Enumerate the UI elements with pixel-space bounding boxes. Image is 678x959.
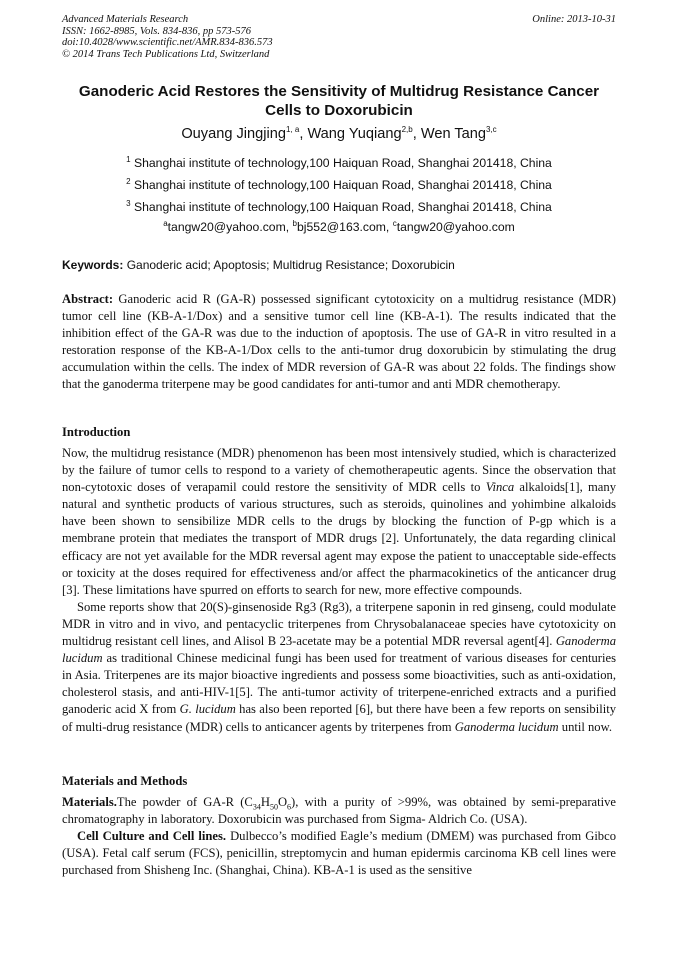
affiliation-1: [50, 156, 628, 170]
introduction-heading: Introduction: [62, 425, 131, 439]
materials-label: Materials.: [62, 795, 117, 809]
italic-term: Ganoderma lucidum: [62, 634, 616, 666]
introduction-paragraph-1: [62, 445, 616, 599]
email-marker: a: [163, 218, 168, 228]
email-marker: b: [292, 218, 297, 228]
introduction-body: [62, 445, 616, 736]
affiliation-text: Shanghai institute of technology,100 Haiquan Road, Shanghai 201418, China: [133, 178, 552, 192]
paper-title: [50, 82, 628, 120]
italic-term: Vinca: [485, 480, 515, 495]
affiliation-number: 3: [126, 198, 131, 208]
subscript: 34: [252, 802, 261, 812]
author-list: [50, 125, 628, 143]
text-run: O: [277, 795, 288, 809]
text-run: H: [260, 795, 270, 809]
journal-name: Advanced Materials Research: [62, 14, 189, 25]
affiliation-number: 1: [126, 154, 131, 164]
keywords-label: Keywords:: [62, 258, 124, 272]
abstract: [62, 291, 616, 394]
text-run: alkaloids[1], many natural and synthetic products of various structures, such as steroids, quinolines and yohimbine alkaloids have been shown to sensibilize MDR cells to the drugs by blocking the function of P-gp which is a membrane protein that mediates the transport of MDR drugs [2]. Unfortunately, the data regarding clinical efficacy are not yet available for the MDR reversal agent may expose the patient to unacceptable side-effects or toxicity at the doses required for effectiveness and/or affect the pharmacokinetics of the anticancer drug [3]. These limitations have spurred on efforts to search for new, more effective compounds.: [62, 480, 616, 597]
keywords-text: Ganoderic acid; Apoptosis; Multidrug Resistance; Doxorubicin: [123, 258, 455, 272]
affiliation-number: 2: [126, 176, 131, 186]
copyright-line: © 2014 Trans Tech Publications Ltd, Switzerland: [62, 48, 270, 60]
email-c: tangw20@yahoo.com: [396, 220, 515, 234]
affiliation-text: Shanghai institute of technology,100 Haiquan Road, Shanghai 201418, China: [133, 156, 552, 170]
text-run: as traditional Chinese medicinal fungi has been used for treatment of various diseases for centuries in Asia. Triterpenes are its major bioactive ingredients and possess some bioactivities, such as anti-oxidation, cholesterol stasis, and anti-HIV-1[5]. The anti-tumor activity of triterpene-enriched extracts and a purified ganoderic acid X from: [62, 651, 616, 717]
methods-heading: Materials and Methods: [62, 774, 188, 788]
journal-header: [62, 14, 273, 60]
author-2: Wang Yuqiang: [307, 126, 402, 142]
text-run: Now, the multidrug resistance (MDR) phenomenon has been most intensively studied, which is characterized by the failure of tumor cells to respond to a variety of chemotherapeutic agents. Since the observation that non-cytotoxic doses of verapamil could restore the sensitivity of MDR cells to: [62, 446, 616, 495]
online-date: Online: 2013-10-31: [532, 14, 616, 25]
author-emails: [50, 220, 628, 234]
author-2-affil: 2,b: [401, 125, 413, 135]
text-run: Dulbecco’s modified Eagle’s medium (DMEM) was purchased from Gibco (USA). Fetal calf serum (FCS), penicillin, streptomycin and human epidermis carcinoma KB cell lines were purchased from Shisheng Inc. (Shanghai, China). KB-A-1 is used as the sensitive: [62, 829, 616, 878]
author-separator: ,: [412, 126, 421, 142]
cell-culture-paragraph: [62, 828, 616, 879]
author-1-affil: 1, a: [286, 125, 300, 135]
text-run: ), with a purity of >99%, was obtained by semi-preparative chromatography in laboratory. Doxorubicin was purchased from Sigma- Aldrich Co. (USA).: [62, 795, 616, 827]
text-run: has also been reported [6], but there have been a few reports on sensibility of multi-drug resistance (MDR) cells to anticancer agents by triterpenes from: [62, 702, 616, 734]
text-run: until now.: [558, 719, 613, 734]
text-run: The powder of GA-R (C: [116, 795, 253, 809]
text-run: Some reports show that 20(S)-ginsenoside Rg3 (Rg3), a triterpene saponin in red ginseng, could modulate MDR in vitro and in vivo, and pentacyclic triterpenes from Chrysobalanaceae species have cytotoxicity on multidrug resistant cell lines, and Alisol B 23-acetate may be a potential MDR reversal agent[4].: [62, 599, 616, 649]
abstract-label: Abstract:: [62, 292, 114, 306]
author-separator: ,: [299, 126, 308, 142]
italic-term: Ganoderma lucidum: [454, 719, 559, 734]
author-1: Ouyang Jingjing: [181, 126, 286, 142]
italic-term: G. lucidum: [179, 702, 236, 717]
materials-paragraph: [62, 794, 616, 828]
title-line-2: Cells to Doxorubicin: [265, 102, 413, 119]
author-3: Wen Tang: [420, 126, 486, 142]
keywords: [62, 258, 616, 272]
subscript: 6: [287, 802, 292, 812]
email-a: tangw20@yahoo.com,: [167, 220, 293, 234]
author-3-affil: 3,c: [486, 125, 497, 135]
title-line-1: Ganoderic Acid Restores the Sensitivity of Multidrug Resistance Cancer: [78, 83, 600, 100]
subscript: 50: [269, 802, 278, 812]
abstract-paragraph: [62, 291, 616, 394]
introduction-paragraph-2: [62, 599, 616, 736]
affiliation-3: [50, 200, 628, 214]
doi-line: doi:10.4028/www.scientific.net/AMR.834-836.573: [62, 37, 273, 48]
email-marker: c: [392, 218, 397, 228]
methods-body: [62, 794, 616, 879]
abstract-text: Ganoderic acid R (GA-R) possessed significant cytotoxicity on a multidrug resistance (MDR) tumor cell line (KB-A-1/Dox) and a sensitive tumor cell line (KB-A-1). The results indicated that the inhibition effect of the GA-R was due to the induction of apoptosis. The use of GA-R in vitro resulted in a restoration response of the KB-A-1/Dox cells to the anti-tumor drug doxorubicin by stimulating the drug accumulation within the cells. The index of MDR reversion of GA-R was about 22 folds. The findings show that the ganoderma triterpene may be good candidates for anti-tumor and anti MDR chemotherapy.: [62, 292, 616, 392]
affiliation-text: Shanghai institute of technology,100 Haiquan Road, Shanghai 201418, China: [133, 200, 552, 214]
issn-line: ISSN: 1662-8985, Vols. 834-836, pp 573-576: [62, 25, 251, 37]
cell-culture-label: Cell Culture and Cell lines.: [77, 829, 227, 844]
affiliation-2: [50, 178, 628, 192]
email-b: bj552@163.com,: [296, 220, 393, 234]
